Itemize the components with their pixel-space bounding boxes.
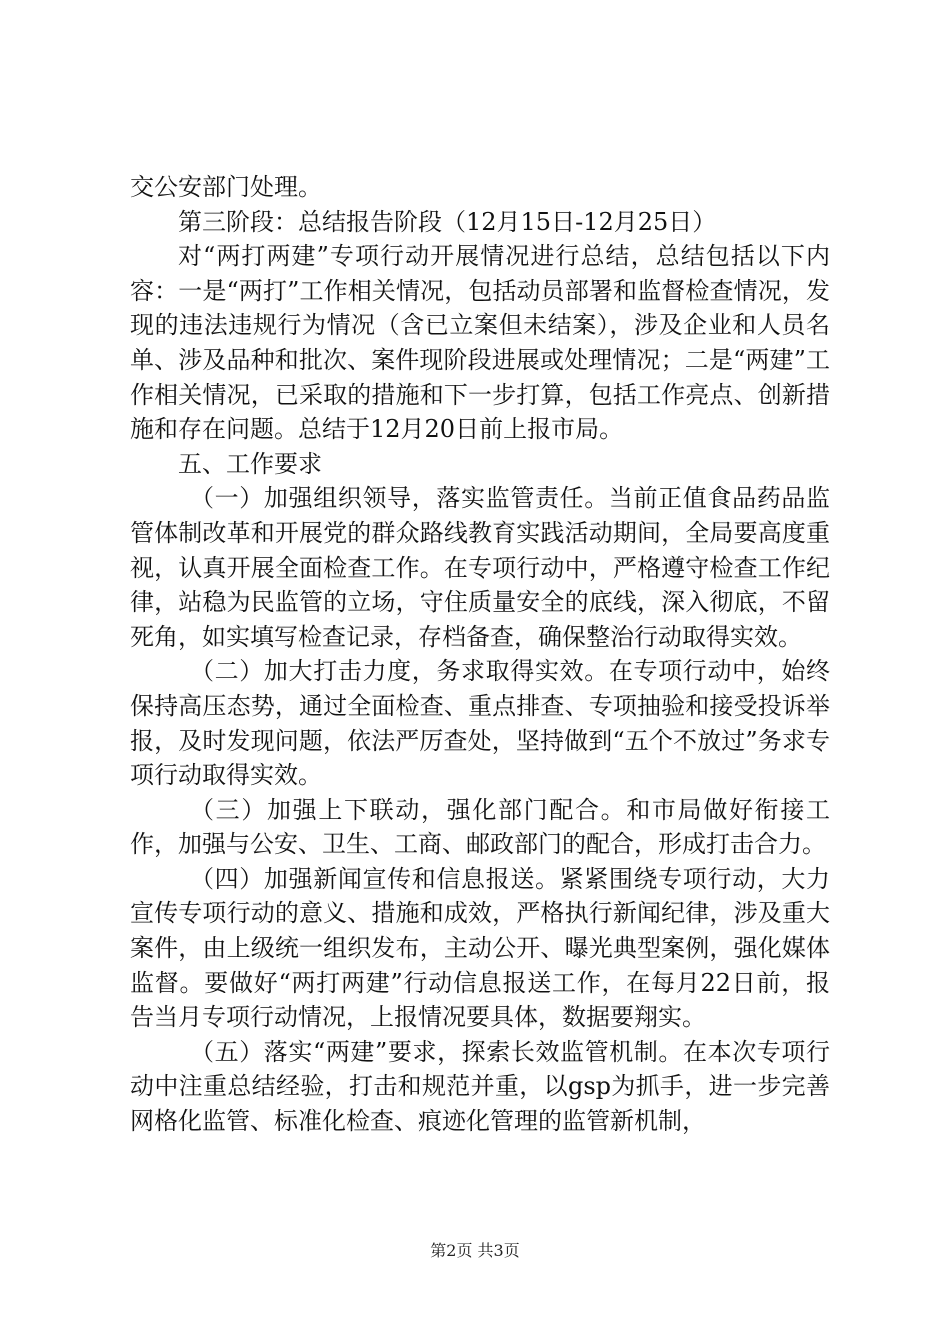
- paragraph-requirement-1: （一）加强组织领导，落实监管责任。当前正值食品药品监管体制改革和开展党的群众路线教育实践活动期间，全局要高度重视，认真开展全面检查工作。在专项行动中，严格遵守检查工作纪律，站稳为民监管的立场，守住质量安全的底线，深入彻底，不留死角，如实填写检查记录，存档备查，确保整治行动取得实效。: [130, 484, 830, 651]
- paragraph-summary-content: 对“两打两建”专项行动开展情况进行总结，总结包括以下内容：一是“两打”工作相关情况，包括动员部署和监督检查情况，发现的违法违规行为情况（含已立案但未结案），涉及企业和人员名单、涉及品种和批次、案件现阶段进展或处理情况；二是“两建”工作相关情况，已采取的措施和下一步打算，包括工作亮点、创新措施和存在问题。总结于12月20日前上报市局。: [130, 242, 830, 444]
- paragraph-requirement-3: （三）加强上下联动，强化部门配合。和市局做好衔接工作，加强与公安、卫生、工商、邮政部门的配合，形成打击合力。: [130, 795, 830, 859]
- section-heading-work-requirements: 五、工作要求: [178, 449, 322, 478]
- paragraph-continuation: 交公安部门处理。: [130, 173, 322, 201]
- document-body: [130, 170, 830, 1139]
- paragraph-requirement-2: （二）加大打击力度，务求取得实效。在专项行动中，始终保持高压态势，通过全面检查、重点排查、专项抽验和接受投诉举报，及时发现问题，依法严厉查处，坚持做到“五个不放过”务求专项行动取得实效。: [130, 657, 830, 790]
- paragraph-stage-three-heading: 第三阶段：总结报告阶段（12月15日-12月25日）: [178, 207, 717, 236]
- page-footer: [0, 1241, 950, 1261]
- paragraph-requirement-4: （四）加强新闻宣传和信息报送。紧紧围绕专项行动，大力宣传专项行动的意义、措施和成效，严格执行新闻纪律，涉及重大案件，由上级统一组织发布，主动公开、曝光典型案例，强化媒体监督。要做好“两打两建”行动信息报送工作，在每月22日前，报告当月专项行动情况，上报情况要具体，数据要翔实。: [130, 864, 830, 1032]
- paragraph-requirement-5: （五）落实“两建”要求，探索长效监管机制。在本次专项行动中注重总结经验，打击和规范并重，以gsp为抓手，进一步完善网格化监管、标准化检查、痕迹化管理的监管新机制，: [130, 1037, 830, 1136]
- page-number-label: 第2页 共3页: [430, 1241, 520, 1260]
